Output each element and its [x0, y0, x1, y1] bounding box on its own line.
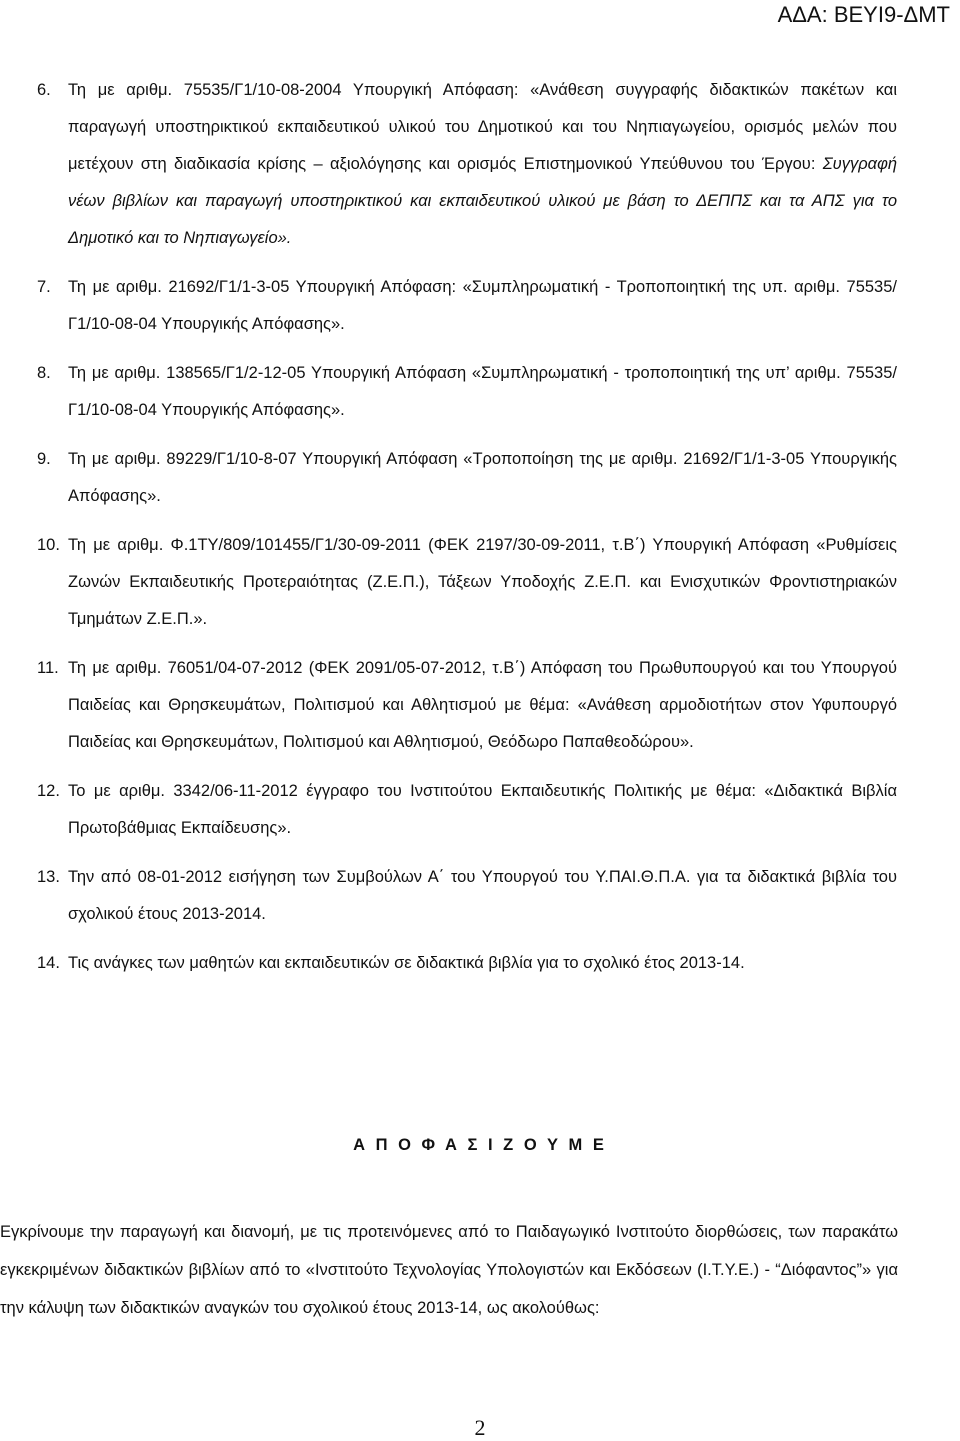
list-item — [37, 773, 897, 847]
list-item — [37, 72, 897, 257]
item-number: 11. — [37, 659, 59, 677]
item-number: 8. — [37, 364, 51, 382]
item-text: Το με αριθμ. 3342/06-11-2012 έγγραφο του Ινστιτούτου Εκπαιδευτικής Πολιτικής με θέμα: «Διδακτικά Βιβλία Πρωτοβάθμιας Εκπαίδευσης». — [68, 782, 897, 837]
considerations-list — [37, 72, 897, 994]
list-item — [37, 859, 897, 933]
list-item — [37, 945, 897, 982]
list-item — [37, 527, 897, 638]
item-number: 9. — [37, 450, 51, 468]
decision-paragraph: Εγκρίνουμε την παραγωγή και διανομή, με τις προτεινόμενες από το Παιδαγωγικό Ινστιτούτο διορθώσεις, των παρακάτω εγκεκριμένων διδακτικών βιβλίων από το «Ινστιτούτο Τεχνολογίας Υπολογιστών και Εκδόσεων (Ι.Τ.Υ.Ε.) - “Διόφαντος”» για την κάλυψη των διδακτικών αναγκών του σχολικού έτους 2013-14, ως ακολούθως: — [0, 1223, 898, 1317]
decision-heading: Α Π Ο Φ Α Σ Ι Ζ Ο Υ Μ Ε — [353, 1136, 607, 1154]
list-item — [37, 355, 897, 429]
list-item — [37, 650, 897, 761]
item-text: Τη με αριθμ. 76051/04-07-2012 (ΦΕΚ 2091/05-07-2012, τ.Β΄) Απόφαση του Πρωθυπουργού και του Υπουργού Παιδείας και Θρησκευμάτων, Πολιτισμού και Αθλητισμού με θέμα: «Ανάθεση αρμοδιοτήτων στον Υφυπουργό Παιδείας και Θρησκευμάτων, Πολιτισμού και Αθλητισμού, Θεόδωρο Παπαθεοδώρου». — [68, 659, 897, 751]
item-text: Τη με αριθμ. 21692/Γ1/1-3-05 Υπουργική Απόφαση: «Συμπληρωματική - Τροποποιητική της υπ. αριθμ. 75535/Γ1/10-08-04 Υπουργικής Απόφασης». — [68, 278, 897, 333]
ada-code: ΑΔΑ: ΒΕΥΙ9-ΔΜΤ — [777, 2, 950, 27]
item-number: 6. — [37, 81, 51, 99]
item-text: Τη με αριθμ. 75535/Γ1/10-08-2004 Υπουργική Απόφαση: «Ανάθεση συγγραφής διδακτικών πακέτων και παραγωγή υποστηρικτικού εκπαιδευτικού υλικού του Δημοτικού και του Νηπιαγωγείου, ορισμός μελών που μετέχουν στη διαδικασία κρίσης – αξιολόγησης και ορισμός Επιστημονικού Υπεύθυνου του Έργου: — [68, 81, 897, 173]
item-text: Τις ανάγκες των μαθητών και εκπαιδευτικών σε διδακτικά βιβλία για το σχολικό έτος 2013-14. — [68, 954, 745, 972]
item-text: Τη με αριθμ. Φ.1ΤΥ/809/101455/Γ1/30-09-2011 (ΦΕΚ 2197/30-09-2011, τ.Β΄) Υπουργική Απόφαση «Ρυθμίσεις Ζωνών Εκπαιδευτικής Προτεραιότητας (Ζ.Ε.Π.), Τάξεων Υποδοχής Ζ.Ε.Π. και Ενισχυτικών Φροντιστηριακών Τμημάτων Ζ.Ε.Π.». — [68, 536, 897, 628]
item-number: 14. — [37, 954, 60, 972]
page-number: 2 — [474, 1415, 486, 1440]
item-number: 12. — [37, 782, 60, 800]
item-text: Τη με αριθμ. 89229/Γ1/10-8-07 Υπουργική Απόφαση «Τροποποίηση της με αριθμ. 21692/Γ1/1-3-05 Υπουργικής Απόφασης». — [68, 450, 897, 505]
list-item — [37, 441, 897, 515]
item-number: 7. — [37, 278, 51, 296]
item-number: 10. — [37, 536, 60, 554]
item-italic-text: Συγγραφή νέων βιβλίων και παραγωγή υποστηρικτικού και εκπαιδευτικού υλικού με βάση το ΔΕΠΠΣ και τα ΑΠΣ για το Δημοτικό και το Νηπιαγωγείο». — [68, 155, 897, 247]
item-number: 13. — [37, 868, 60, 886]
item-text: Την από 08-01-2012 εισήγηση των Συμβούλων Α΄ του Υπουργού του Υ.ΠΑΙ.Θ.Π.Α. για τα διδακτικά βιβλία του σχολικού έτους 2013-2014. — [68, 868, 897, 923]
item-text: Τη με αριθμ. 138565/Γ1/2-12-05 Υπουργική Απόφαση «Συμπληρωματική - τροποποιητική της υπ’ αριθμ. 75535/Γ1/10-08-04 Υπουργικής Απόφασης». — [68, 364, 897, 419]
list-item — [37, 269, 897, 343]
